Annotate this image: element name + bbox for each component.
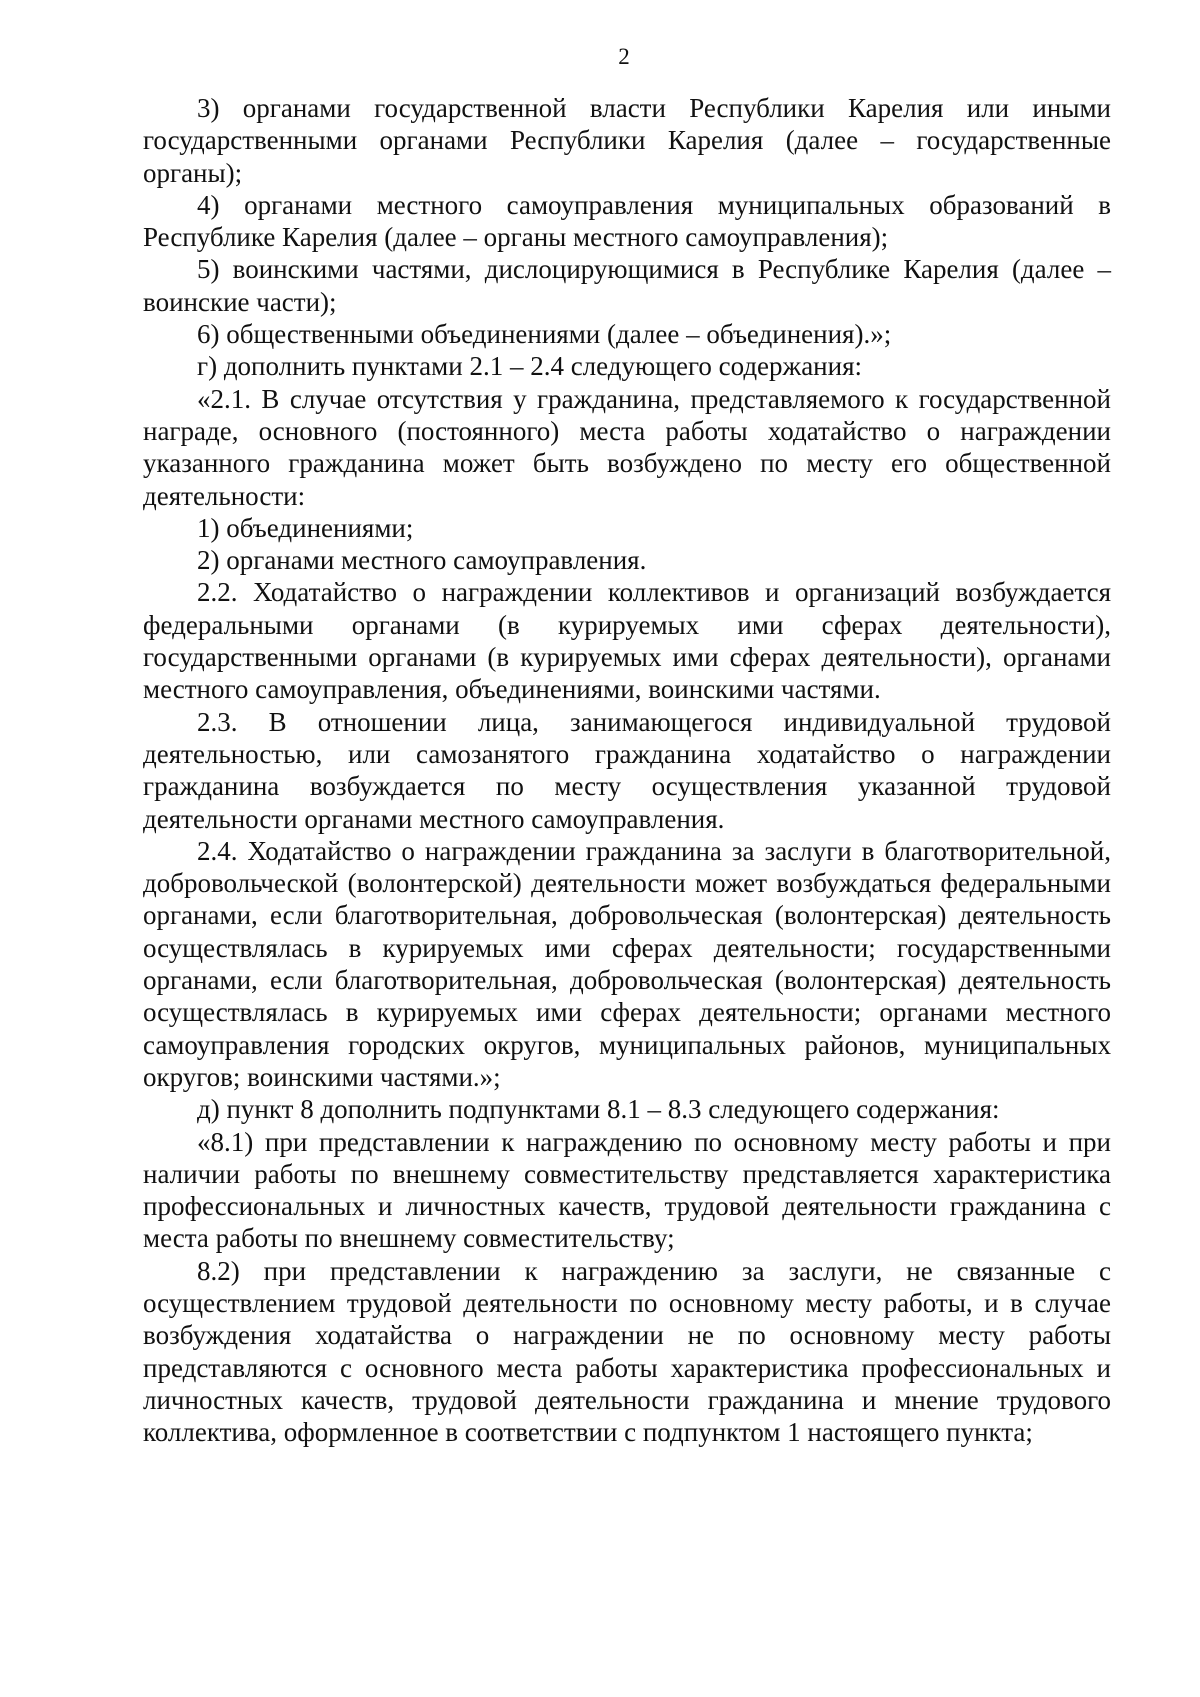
paragraph: 1) объединениями; bbox=[197, 512, 414, 543]
paragraph: г) дополнить пунктами 2.1 – 2.4 следующего содержания: bbox=[197, 351, 862, 382]
paragraph: 2) органами местного самоуправления. bbox=[197, 545, 647, 576]
paragraph: 2.4. Ходатайство о награждении гражданина за заслуги в благотворительной, добровольческой (волонтерской) деятельности может возбуждаться федеральными органами, если благотворительная, добровольческая (волонтерская) деятельность осуществлялась в курируемых ими сферах деятельности; государственными органами, если благотворительная, добровольческая (волонтерская) деятельность осуществлялась в курируемых ими сферах деятельности; органами местного самоуправления городских округов, муниципальных районов, муниципальных округов; воинскими частями.»; bbox=[143, 835, 1111, 1092]
paragraph: 3) органами государственной власти Республики Карелия или иными государственными органами Республики Карелия (далее – государственные органы); bbox=[143, 93, 1111, 188]
paragraph: 2.3. В отношении лица, занимающегося индивидуальной трудовой деятельностью, или самозанятого гражданина ходатайство о награждении гражданина возбуждается по месту осуществления указанной трудовой деятельности органами местного самоуправления. bbox=[143, 706, 1111, 834]
paragraph: 8.2) при представлении к награждению за заслуги, не связанные с осуществлением трудовой деятельности по основному месту работы, и в случае возбуждения ходатайства о награждении не по основному месту работы представляются с основного места работы характеристика профессиональных и личностных качеств, трудовой деятельности гражданина и мнение трудового коллектива, оформленное в соответствии с подпунктом 1 настоящего пункта; bbox=[143, 1255, 1111, 1448]
paragraph: 4) органами местного самоуправления муниципальных образований в Республике Карелия (далее – органы местного самоуправления); bbox=[143, 189, 1111, 253]
paragraph: 2.2. Ходатайство о награждении коллективов и организаций возбуждается федеральными органами (в курируемых ими сферах деятельности), государственными органами (в курируемых ими сферах деятельности), органами местного самоуправления, объединениями, воинскими частями. bbox=[143, 577, 1111, 705]
paragraph: д) пункт 8 дополнить подпунктами 8.1 – 8.3 следующего содержания: bbox=[197, 1094, 1000, 1125]
paragraph: 5) воинскими частями, дислоцирующимися в Республике Карелия (далее – воинские части); bbox=[143, 254, 1111, 317]
document-body bbox=[143, 92, 1111, 1448]
paragraph: «2.1. В случае отсутствия у гражданина, представляемого к государственной награде, основного (постоянного) места работы ходатайство о награждении указанного гражданина может быть возбуждено по месту его общественной деятельности: bbox=[143, 383, 1111, 511]
page-number: 2 bbox=[618, 44, 630, 69]
paragraph: 6) общественными объединениями (далее – объединения).»; bbox=[197, 319, 892, 350]
paragraph: «8.1) при представлении к награждению по основному месту работы и при наличии работы по внешнему совместительству представляется характеристика профессиональных и личностных качеств, трудовой деятельности гражданина с места работы по внешнему совместительству; bbox=[143, 1126, 1111, 1254]
